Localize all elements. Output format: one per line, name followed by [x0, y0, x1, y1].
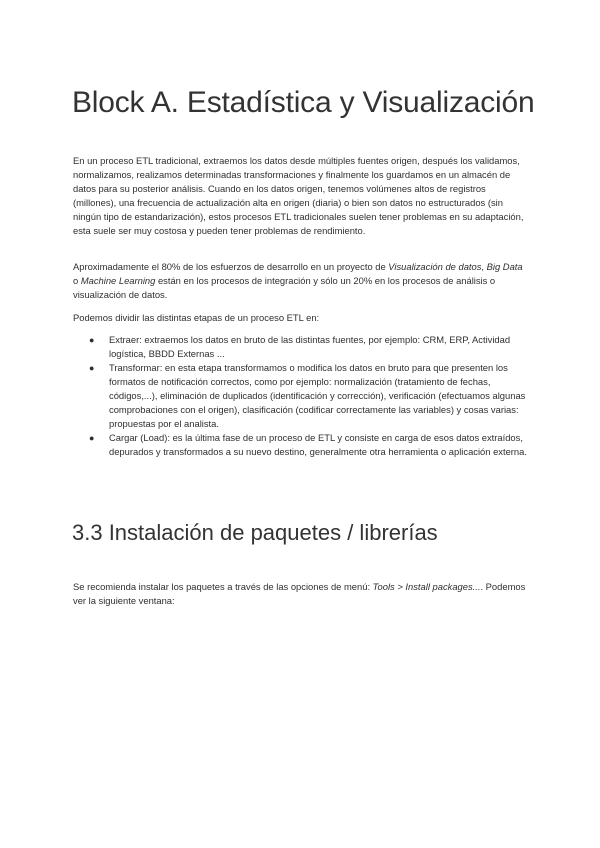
page-title: Block A. Estadística y Visualización [72, 86, 535, 119]
list-item-text: Extraer: extraemos los datos en bruto de las distintas fuentes, por ejemplo: CRM, ERP, Actividad logística, BBDD Externas ... [109, 334, 511, 359]
text-run: Aproximadamente el 80% de los esfuerzos de desarrollo en un proyecto de [73, 261, 389, 272]
italic-run: Machine Learning [80, 275, 156, 286]
italic-run: Tools > Install packages... [372, 581, 481, 592]
list-item-text: Cargar (Load): es la última fase de un proceso de ETL y consiste en carga de esos datos extraídos, depurados y transformados a su nuevo destino, generalmente otra herramienta o aplicación externa. [109, 432, 527, 457]
paragraph-install [73, 580, 529, 608]
list-item [73, 431, 529, 459]
bullet-icon: ● [89, 363, 95, 373]
text-run: Se recomienda instalar los paquetes a través de las opciones de menú: [73, 581, 373, 592]
italic-run: Big Data [486, 261, 523, 272]
text-run: , [481, 261, 487, 272]
text-run: están en los procesos de integración y sólo un 20% en los procesos de análisis o visualización de datos. [73, 275, 496, 300]
etl-stages-list [73, 333, 529, 459]
italic-run: Visualización de datos [388, 261, 482, 272]
bullet-icon: ● [89, 335, 95, 345]
list-item [73, 361, 529, 431]
list-item-text: Transformar: en esta etapa transformamos o modifica los datos en bruto para que presenten los formatos de notificación correctos, como por ejemplo: normalización (tratamiento de fechas, códigos,...), eliminación de duplicados (identificación y corrección), verificación (efectuamos algunas comprobaciones con el origen), clasificación (codificar correctamente las variables) y cosas varias: propuestas por el analista. [109, 362, 526, 429]
bullet-icon: ● [89, 433, 95, 443]
text-run: o [73, 275, 81, 286]
paragraph-stages-intro: Podemos dividir las distintas etapas de un proceso ETL en: [73, 312, 320, 323]
section-title: 3.3 Instalación de paquetes / librerías [72, 520, 438, 545]
list-item [73, 333, 529, 361]
text-run: . Podemos ver la siguiente ventana: [73, 581, 526, 606]
paragraph-etl-intro: En un proceso ETL tradicional, extraemos los datos desde múltiples fuentes origen, después los validamos, normalizamos, realizamos determinadas transformaciones y finalmente los guardamos en un almacén de datos para su posterior análisis. Cuando en los datos origen, tenemos volúmenes altos de registros (millones), una frecuencia de actualización alta en origen (diaria) o bien son datos no estructurados (sin ningún tipo de estandarización), estos procesos ETL tradicionales suelen tener problemas en su adaptación, esta suele ser muy costosa y pueden tener problemas de rendimiento. [73, 155, 524, 236]
paragraph-effort [73, 260, 529, 302]
